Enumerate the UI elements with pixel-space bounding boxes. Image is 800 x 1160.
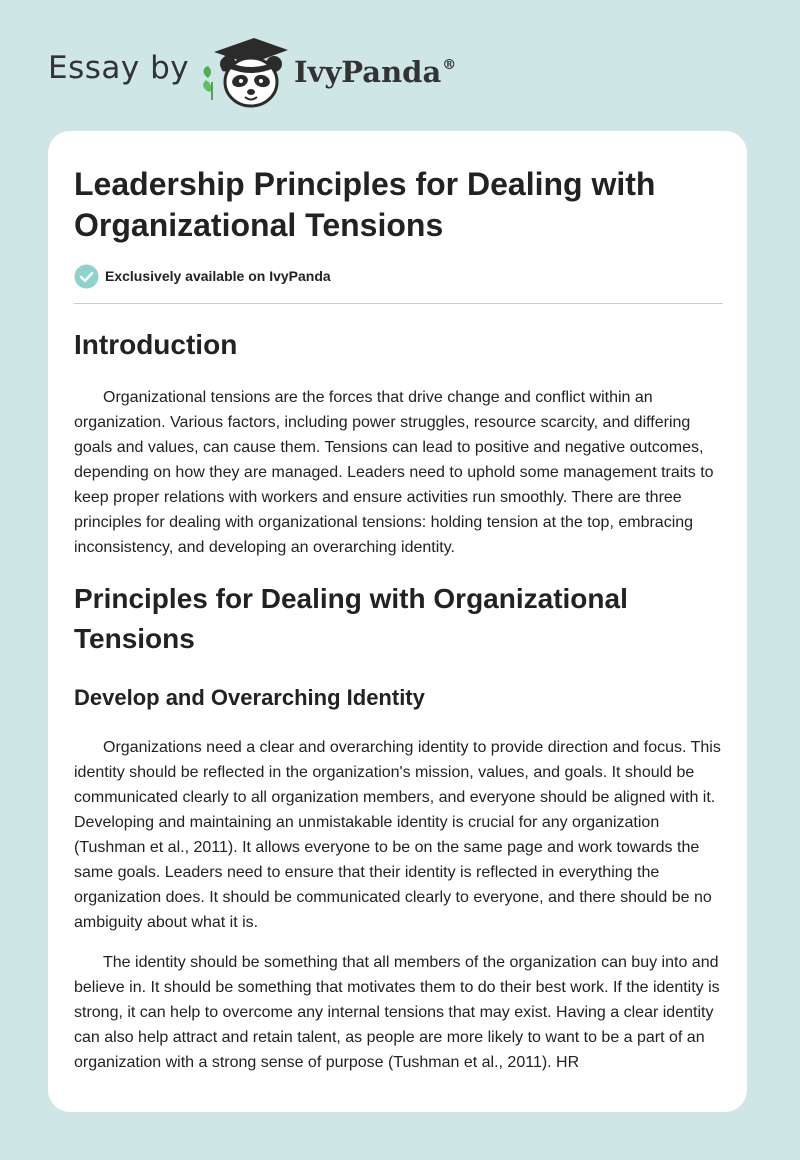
essay-card <box>48 131 747 1112</box>
section-heading-introduction: Introduction <box>74 329 238 360</box>
brand-text[interactable]: IvyPanda <box>294 55 442 89</box>
essay-by-label: Essay by <box>48 50 190 86</box>
develop-identity-paragraph-2: The identity should be something that all members of the organization can buy into and believe in. It should be something that motivates them to do their best work. If the identity is strong, it can help to overcome any internal tensions that may exist. Having a clear identity can also help attract and retain talent, as people are more likely to want to be a part of an organization with a strong sense of purpose (Tushman et al., 2011). HR <box>74 954 720 1071</box>
panda-graduate-logo-icon[interactable] <box>198 34 294 110</box>
introduction-paragraph: Organizational tensions are the forces that drive change and conflict within an organization. Various factors, including power struggles, resource scarcity, and differing goals and values, can cause them. Tensions can lead to positive and negative outcomes, depending on how they are managed. Leaders need to uphold some management traits to keep proper relations with workers and ensure activities run smoothly. There are three principles for dealing with organizational tensions: holding tension at the top, embracing inconsistency, and developing an overarching identity. <box>74 389 714 556</box>
section-heading-principles: Principles for Dealing with Organizational Tensions <box>74 583 628 654</box>
subsection-heading-develop-identity: Develop and Overarching Identity <box>74 685 425 710</box>
essay-title: Leadership Principles for Dealing with Organizational Tensions <box>74 166 656 243</box>
registered-mark: ® <box>442 57 457 73</box>
site-header <box>0 0 800 120</box>
develop-identity-paragraph-1: Organizations need a clear and overarching identity to provide direction and focus. This identity should be reflected in the organization's mission, values, and goals. It should be communicated clearly to all organization members, and everyone should be aligned with it. Developing and maintaining an unmistakable identity is crucial for any organization (Tushman et al., 2011). It allows everyone to be on the same page and work towards the same goals. Leaders need to ensure that their identity is reflected in everything the organization does. It should be communicated clearly to everyone, and there should be no ambiguity about what it is. <box>74 739 721 931</box>
essay-body <box>74 326 722 1075</box>
title-divider <box>74 303 723 304</box>
exclusive-badge-text: Exclusively available on IvyPanda <box>105 268 331 284</box>
check-circle-icon <box>74 264 99 289</box>
brand-name[interactable] <box>294 55 456 89</box>
exclusive-badge <box>74 263 331 289</box>
